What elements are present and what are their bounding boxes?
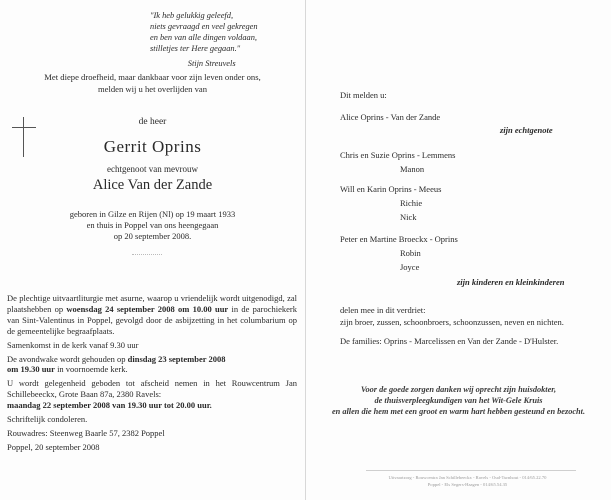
poem-author: Stijn Streuvels	[187, 59, 236, 68]
poem-line: "Ik heb gelukkig geleefd,	[150, 11, 234, 20]
death-line: en thuis in Poppel van ons heengegaan	[86, 220, 219, 230]
gathering-paragraph: Samenkomst in de kerk vanaf 9.30 uur	[7, 339, 139, 350]
footer-divider	[366, 470, 576, 471]
family-heading: Dit melden u:	[340, 90, 387, 100]
grandchild: Joyce	[400, 262, 420, 272]
farewell-paragraph	[7, 378, 297, 411]
deceased-title: de heer	[138, 117, 167, 127]
intro-line: Met diepe droefheid, maar dankbaar voor zijn leven onder ons,	[44, 72, 261, 82]
thanks-line: Voor de goede zorgen danken wij oprecht zijn huisdokter,	[360, 385, 557, 394]
death-date: op 20 september 2008.	[113, 231, 192, 241]
divider	[132, 254, 162, 255]
intro-text	[0, 72, 305, 95]
footer-line: Poppel - Els Segers-Haagen - 014/65.54.35	[427, 482, 508, 487]
birth-line: geboren in Gilze en Rijen (Nl) op 19 maart 1933	[69, 209, 236, 219]
deceased-name: Gerrit Oprins	[103, 137, 202, 156]
condolence-paragraph: Schriftelijk condoleren.	[7, 414, 88, 425]
poem-line: en ben van alle dingen voldaan,	[150, 33, 257, 42]
footer-line: Uitvaartzorg - Rouwcentra Jan Schillebeeckx - Ravels - Oud-Turnhout - 014/65.22.70	[388, 475, 547, 480]
wake-paragraph	[7, 354, 297, 376]
thanks-line: en allen die hem met een groot en warm hart hebben gesteund en bezocht.	[331, 407, 586, 416]
undertaker-footer	[340, 474, 595, 488]
liturgy-paragraph	[7, 293, 297, 337]
family-child-1: Chris en Suzie Oprins - Lemmens	[340, 150, 456, 160]
family-spouse: Alice Oprins - Van der Zande	[340, 112, 441, 122]
liturgy-date: woensdag 24 september 2008 om 10.00 uur	[66, 303, 229, 314]
spouse-name: Alice Van der Zande	[92, 177, 213, 193]
poem	[150, 10, 258, 69]
grandchild: Nick	[400, 212, 417, 222]
thanks-text	[306, 384, 611, 417]
wake-text-2: in voornoemde kerk.	[54, 364, 128, 375]
grandchild: Richie	[400, 198, 423, 208]
families-line: De families: Oprins - Marcelissen en Van der Zande - D'Hulster.	[340, 336, 559, 346]
intro-line: melden wij u het overlijden van	[97, 83, 208, 94]
poem-line: stilletjes ter Here gegaan."	[150, 44, 241, 53]
family-child-3: Peter en Martine Broeckx - Oprins	[340, 234, 458, 244]
right-page	[306, 0, 611, 500]
birth-death-info	[0, 209, 305, 242]
grandchild: Manon	[400, 164, 425, 174]
grandchild: Robin	[400, 248, 421, 258]
children-relation: zijn kinderen en kleinkinderen	[457, 277, 565, 287]
liturgy-text: De plechtige uitvaartliturgie met asurne, waarop u vriendelijk wordt uitgenodigd, zal plaatshebben op	[7, 293, 297, 314]
address-paragraph: Rouwadres: Steenweg Baarle 57, 2382 Poppel	[7, 427, 165, 438]
wake-date: dinsdag 23 september 2008	[127, 353, 226, 364]
place-date-paragraph: Poppel, 20 september 2008	[7, 441, 100, 452]
wake-text: De avondwake wordt gehouden op	[7, 353, 128, 364]
family-child-2: Will en Karin Oprins - Meeus	[340, 184, 442, 194]
wake-time: om 19.30 uur	[7, 364, 55, 375]
spouse-label: echtgenoot van mevrouw	[107, 164, 198, 174]
funeral-details	[7, 293, 297, 456]
farewell-text: U wordt gelegenheid geboden tot afscheid nemen in het Rouwcentrum Jan Schillebeeckx, Grote Baan 87a, 2380 Ravels:	[7, 378, 297, 400]
cross-icon-bar	[12, 127, 36, 128]
poem-line: niets gevraagd en veel gekregen	[150, 22, 258, 31]
liturgy-text-2: in de parochiekerk van Sint-Valentinus in Poppel, gevolgd door de asbijzetting in het columbarium op de gemeentelijke begraafplaats.	[7, 303, 298, 336]
spouse-relation: zijn echtgenote	[500, 125, 553, 135]
thanks-line: de thuisverpleegkundigen van het Wit-Gele Kruis	[374, 396, 543, 405]
share-relatives: zijn broer, zussen, schoonbroers, schoonzussen, neven en nichten.	[340, 317, 564, 327]
share-heading: delen mee in dit verdriet:	[340, 305, 426, 315]
farewell-date: maandag 22 september 2008 van 19.30 uur tot 20.00 uur.	[7, 400, 212, 411]
